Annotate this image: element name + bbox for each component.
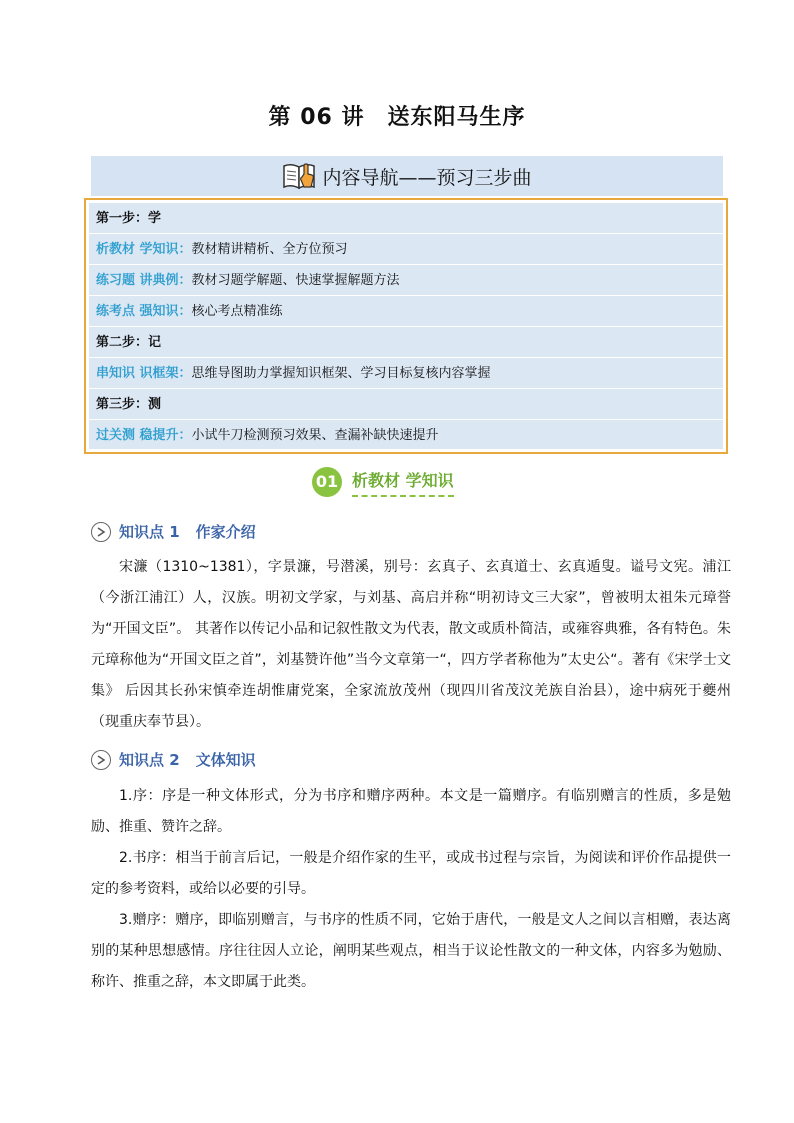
step-row (89, 327, 723, 358)
author-paragraph: 宋濂（1310~1381），字景濂，号潜溪，别号：玄真子、玄真道士、玄真遁叟。谥号文宪。浦江（今浙江浦江）人，汉族。明初文学家，与刘基、高启并称“明初诗文三大家”，曾被明太祖朱元璋誉为“开国文臣”。 其著作以传记小品和记叙性散文为代表，散文或质朴简洁，或雍容典雅，各有特色。朱元璋称他为“开国文臣之首”，刘基赞许他”当今文章第一“，四方学者称他为”太史公“。著有《宋学士文集》 后因其长孙宋慎牵连胡惟庸党案，全家流放茂州（现四川省茂汶羌族自治县），途中病死于夔州（现重庆奉节县）。 (91, 559, 731, 730)
step-row (89, 389, 723, 420)
step-label: 练考点 强知识： (96, 304, 192, 319)
step-description: 思维导图助力掌握知识框架、学习目标复核内容掌握 (191, 366, 491, 381)
genre-paragraph: 1.序：序是一种文体形式，分为书序和赠序两种。本文是一篇赠序。有临别赠言的性质，多是勉励、推重、赞许之辞。 (91, 788, 731, 835)
step-row (89, 234, 723, 265)
step-row (89, 358, 723, 389)
genre-paragraph: 3.赠序：赠序，即临别赠言，与书序的性质不同，它始于唐代，一般是文人之间以言相赠，表达离别的某种思想感情。序往往因人立论，阐明某些观点，相当于议论性散文的一种文体，内容多为勉励、称许、推重之辞，本文即属于此类。 (91, 912, 731, 990)
chevron-circle-icon (91, 750, 111, 770)
page-title: 第 06 讲 送东阳马生序 (268, 105, 526, 130)
section-heading (312, 467, 454, 497)
knowledge-point-name: 文体知识 (195, 751, 256, 769)
steps-list (89, 203, 723, 449)
step-label: 串知识 识框架： (96, 366, 192, 381)
step-label: 过关测 稳提升： (96, 428, 192, 443)
genre-paragraph: 2.书序：相当于前言后记，一般是介绍作家的生平，或成书过程与宗旨，为阅读和评价作品提供一定的参考资料，或给以必要的引导。 (91, 850, 731, 897)
knowledge-point-heading (91, 521, 256, 542)
step-heading: 第二步：记 (96, 335, 162, 350)
step-description: 核心考点精准练 (191, 304, 283, 319)
knowledge-point-heading (91, 749, 256, 770)
section-number-badge: 01 (312, 467, 342, 497)
step-row (89, 203, 723, 234)
step-description: 小试牛刀检测预习效果、查漏补缺快速提升 (191, 428, 439, 443)
steps-panel (84, 198, 728, 454)
step-row (89, 296, 723, 327)
chevron-circle-icon (91, 522, 111, 542)
step-row (89, 420, 723, 451)
knowledge-point-index: 知识点 1 (119, 523, 180, 541)
step-description: 教材精讲精析、全方位预习 (191, 242, 348, 257)
step-label: 练习题 讲典例： (96, 273, 192, 288)
nav-title: 内容导航——预习三步曲 (322, 166, 532, 189)
step-heading: 第三步：测 (96, 397, 162, 412)
step-heading: 第一步：学 (96, 211, 162, 226)
knowledge-point-index: 知识点 2 (119, 751, 180, 769)
knowledge-point-name: 作家介绍 (195, 523, 256, 541)
section-title: 析教材 学知识 (352, 468, 454, 497)
step-row (89, 265, 723, 296)
step-label: 析教材 学知识： (96, 242, 192, 257)
step-description: 教材习题学解题、快速掌握解题方法 (191, 273, 400, 288)
content-navigation-banner (91, 156, 723, 196)
book-hand-icon (282, 160, 318, 192)
